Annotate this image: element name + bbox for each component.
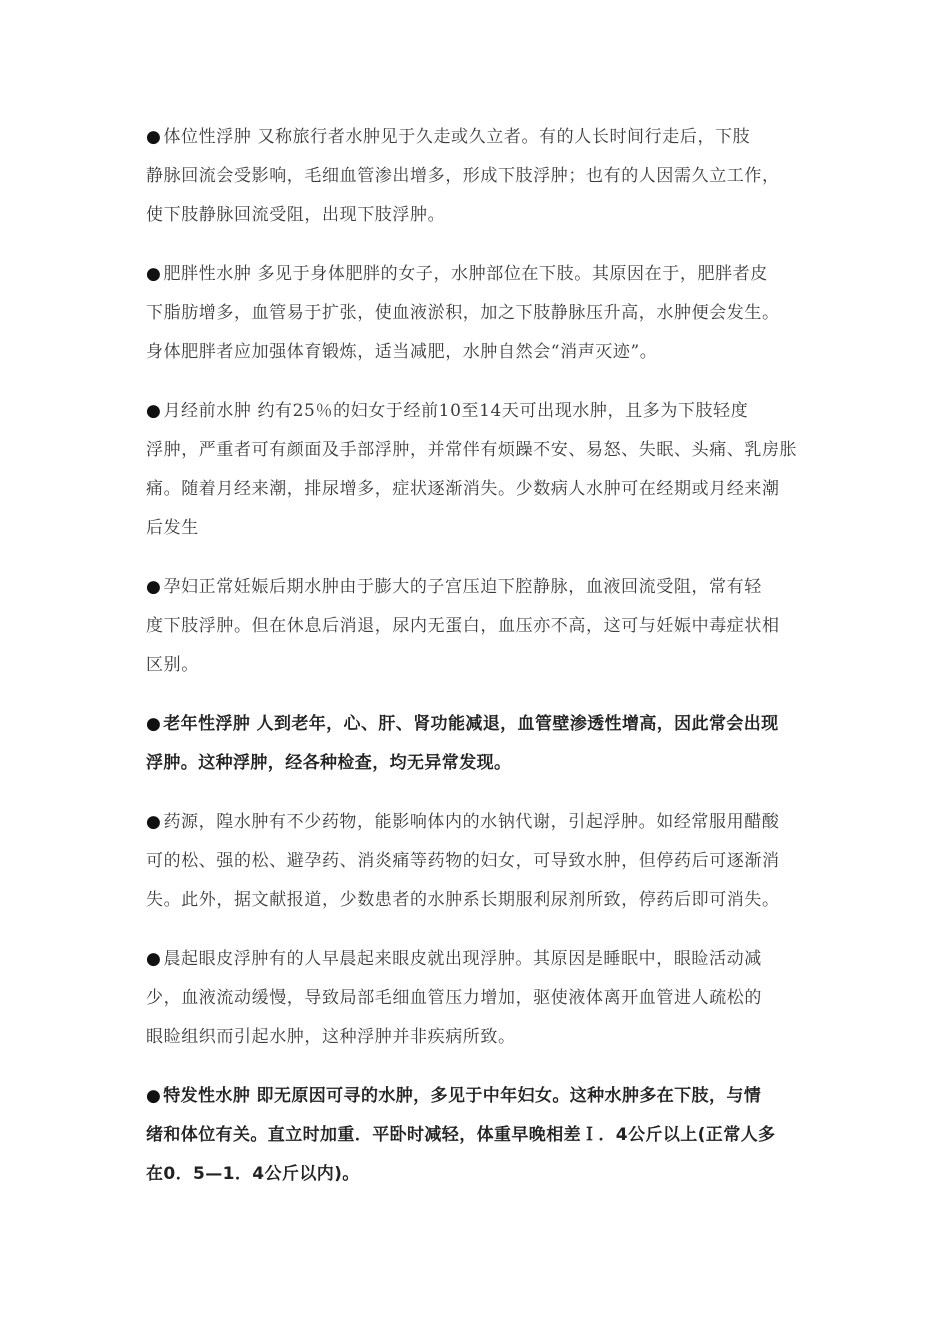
- text-line: [146, 196, 811, 235]
- bullet-icon: ●: [146, 949, 162, 969]
- text-line: [146, 568, 811, 607]
- text-line: [146, 646, 811, 685]
- text-line: [146, 1116, 811, 1155]
- text-line: [146, 431, 811, 470]
- text-line: [146, 333, 811, 372]
- text-line: [146, 509, 811, 548]
- line-text: 绪和体位有关。直立时加重．平卧时减轻，体重早晚相差Ｉ．4公斤以上(正常人多: [146, 1125, 776, 1145]
- text-line: [146, 255, 811, 294]
- paragraph: [146, 118, 811, 235]
- line-text: 肥胖性水肿 多见于身体肥胖的女子，水肿部位在下肢。其原因在于，肥胖者皮: [163, 264, 768, 284]
- bullet-icon: ●: [146, 127, 162, 147]
- text-line: [146, 881, 811, 920]
- line-text: 度下肢浮肿。但在休息后消退，尿内无蛋白，血压亦不高，这可与妊娠中毒症状相: [146, 616, 780, 636]
- line-text: 体位性浮肿 又称旅行者水肿见于久走或久立者。有的人长时间行走后，下肢: [163, 127, 751, 147]
- line-text: 浮肿，严重者可有颜面及手部浮肿，并常伴有烦躁不安、易怒、失眠、头痛、乳房胀: [146, 440, 798, 460]
- text-line: [146, 118, 811, 157]
- text-line: [146, 940, 811, 979]
- line-text: 失。此外，据文献报道，少数患者的水肿系长期服利尿剂所致，停药后即可消失。: [146, 890, 780, 910]
- bullet-icon: ●: [146, 264, 162, 284]
- text-line: [146, 1018, 811, 1057]
- line-text: 使下肢静脉回流受阻，出现下肢浮肿。: [146, 205, 446, 225]
- paragraph: [146, 803, 811, 920]
- text-line: [146, 705, 811, 744]
- bullet-icon: ●: [146, 401, 162, 421]
- bullet-icon: ●: [146, 714, 162, 734]
- text-line: [146, 607, 811, 646]
- text-line: [146, 470, 811, 509]
- bullet-icon: ●: [146, 1086, 162, 1106]
- line-text: 在0．5—1．4公斤以内)。: [146, 1164, 360, 1184]
- line-text: 可的松、强的松、避孕药、消炎痛等药物的妇女，可导致水肿，但停药后可逐渐消: [146, 851, 780, 871]
- line-text: 晨起眼皮浮肿有的人早晨起来眼皮就出现浮肿。其原因是睡眠中，眼睑活动减: [163, 949, 762, 969]
- text-line: [146, 157, 811, 196]
- text-line: [146, 392, 811, 431]
- text-line: [146, 979, 811, 1018]
- paragraph: [146, 568, 811, 685]
- line-text: 孕妇正常妊娠后期水肿由于膨大的子宫压迫下腔静脉，血液回流受阻，常有轻: [163, 577, 762, 597]
- text-line: [146, 842, 811, 881]
- paragraph: [146, 705, 811, 783]
- text-line: [146, 803, 811, 842]
- line-text: 下脂肪增多，血管易于扩张，使血液淤积，加之下肢静脉压升高，水肿便会发生。: [146, 303, 780, 323]
- text-line: [146, 744, 811, 783]
- line-text: 浮肿。这种浮肿，经各种检查，均无异常发现。: [146, 753, 512, 773]
- line-text: 区别。: [146, 655, 199, 675]
- bullet-icon: ●: [146, 577, 162, 597]
- paragraph: [146, 1077, 811, 1194]
- document-body: [146, 118, 811, 1214]
- line-text: 身体肥胖者应加强体育锻炼，适当减肥，水肿自然会“消声灭迹”。: [146, 342, 658, 362]
- line-text: 特发性水肿 即无原因可寻的水肿，多见于中年妇女。这种水肿多在下肢，与情: [163, 1086, 762, 1106]
- line-text: 药源，隍水肿有不少药物，能影响体内的水钠代谢，引起浮肿。如经常服用醋酸: [163, 812, 780, 832]
- paragraph: [146, 255, 811, 372]
- line-text: 静脉回流会受影响，毛细血管渗出增多，形成下肢浮肿；也有的人因需久立工作，: [146, 166, 780, 186]
- text-line: [146, 1077, 811, 1116]
- line-text: 月经前水肿 约有25％的妇女于经前10至14天可出现水肿，且多为下肢轻度: [163, 401, 749, 421]
- line-text: 老年性浮肿 人到老年，心、肝、肾功能减退，血管壁渗透性增高，因此常会出现: [163, 714, 779, 734]
- line-text: 痛。随着月经来潮，排尿增多，症状逐渐消失。少数病人水肿可在经期或月经来潮: [146, 479, 780, 499]
- bullet-icon: ●: [146, 812, 162, 832]
- line-text: 少，血液流动缓慢，导致局部毛细血管压力增加，驱使液体离开血管进人疏松的: [146, 988, 762, 1008]
- paragraph: [146, 940, 811, 1057]
- paragraph: [146, 392, 811, 548]
- line-text: 眼睑组织而引起水肿，这种浮肿并非疾病所致。: [146, 1027, 516, 1047]
- line-text: 后发生: [146, 518, 199, 538]
- text-line: [146, 294, 811, 333]
- text-line: [146, 1155, 811, 1194]
